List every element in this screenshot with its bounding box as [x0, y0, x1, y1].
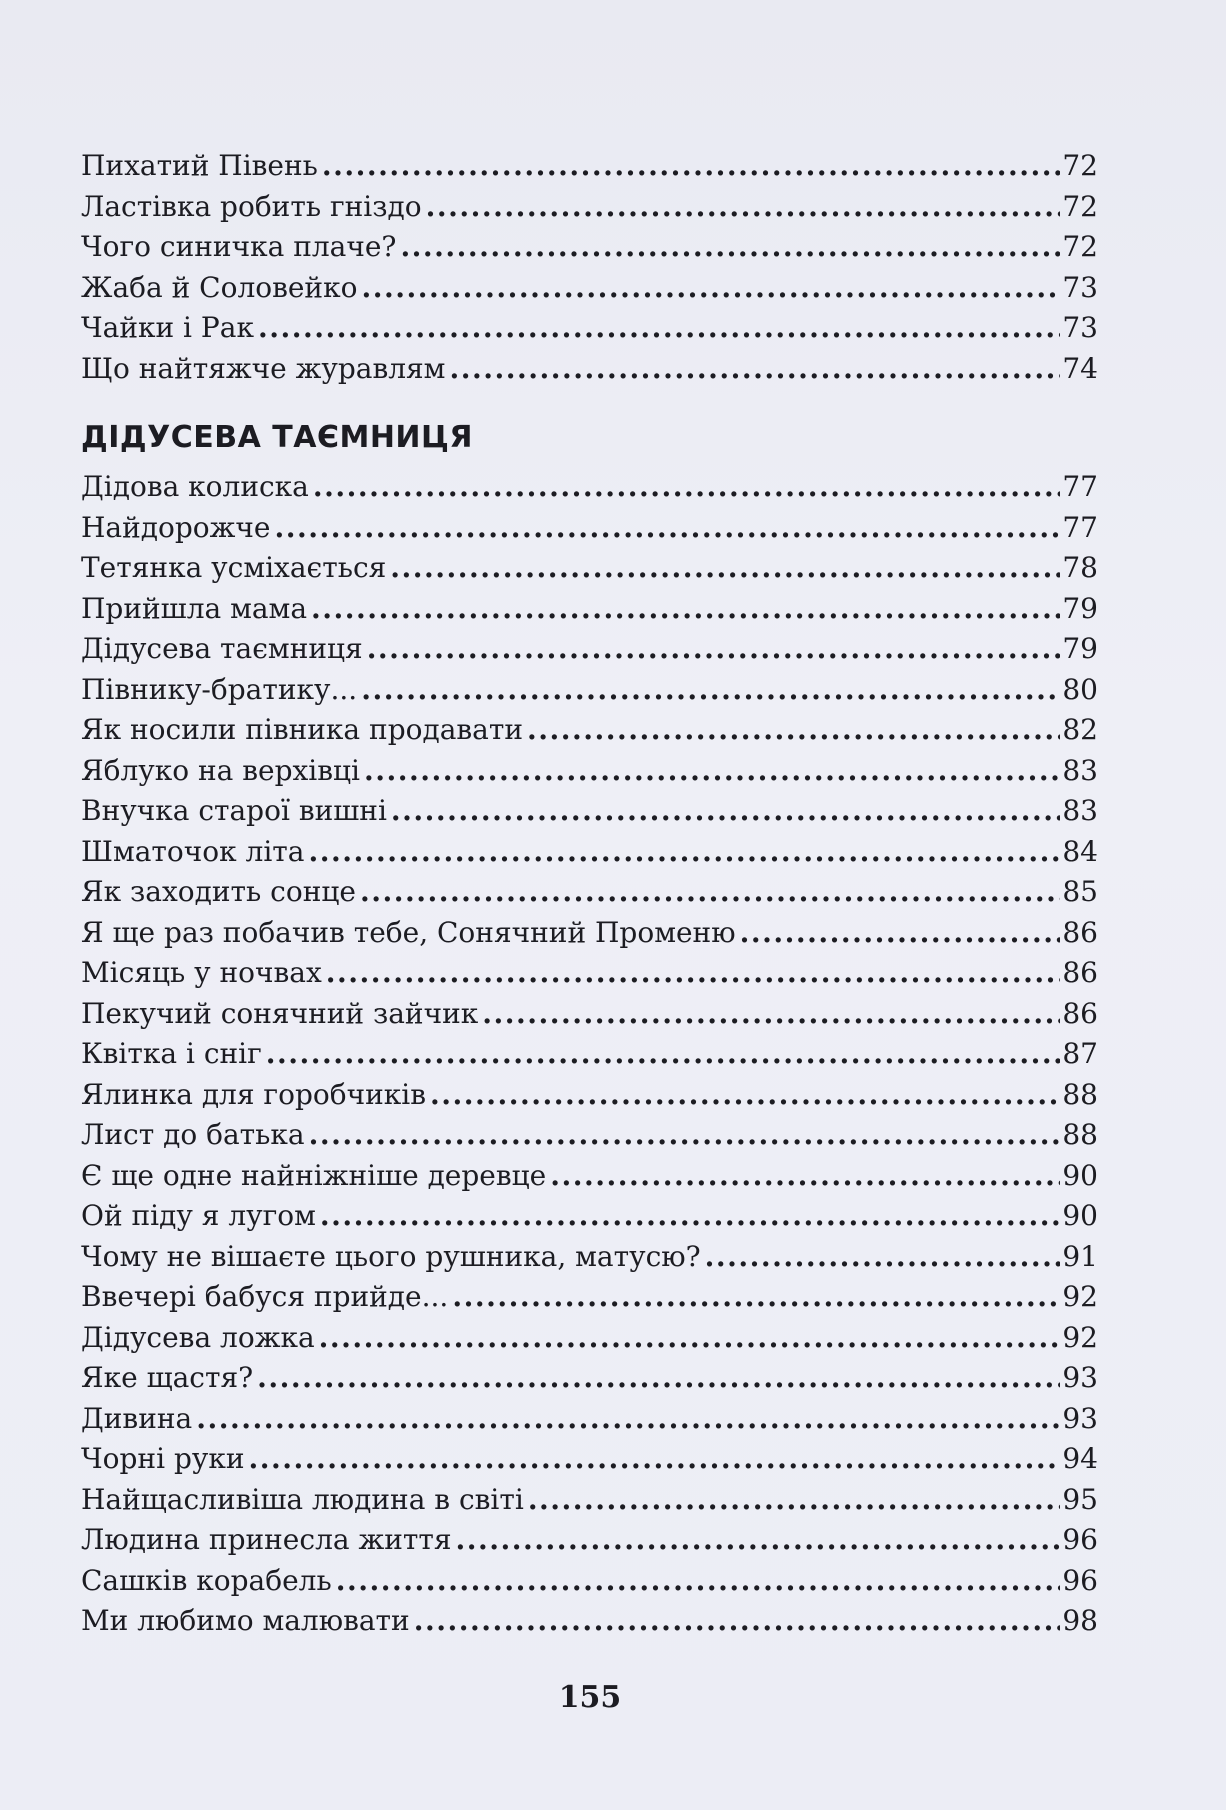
toc-entry-title: Півнику-братику... — [81, 672, 358, 706]
toc-entry-page: 88 — [1062, 1077, 1098, 1111]
toc-entry — [81, 349, 1098, 390]
toc-entry-title: Шматочок літа — [81, 834, 305, 868]
toc-entry — [81, 1399, 1098, 1440]
toc-entry-title: Чорні руки — [81, 1442, 245, 1475]
dot-leader — [527, 710, 1060, 751]
toc-entry — [81, 1601, 1098, 1642]
toc-entry-page: 86 — [1062, 915, 1098, 949]
toc-entry — [81, 1520, 1098, 1561]
toc-entry-title: Дідусева ложка — [81, 1320, 315, 1354]
toc-entry-title: Лист до батька — [81, 1118, 305, 1151]
dot-leader — [361, 670, 1060, 711]
toc-entry-title: Яке щастя? — [81, 1361, 254, 1394]
toc-entry-title: Дивина — [81, 1401, 193, 1435]
toc-entry-title: Місяць у ночвах — [81, 956, 322, 989]
dot-leader — [482, 994, 1060, 1035]
toc-entry-title: Пихатий Півень — [81, 149, 318, 182]
dot-leader — [367, 629, 1061, 670]
toc-entry-page: 86 — [1062, 996, 1098, 1030]
toc-entry-page: 82 — [1062, 713, 1098, 746]
toc-entry — [81, 308, 1098, 349]
toc-entry-page: 86 — [1062, 956, 1098, 989]
toc-entry-page: 85 — [1062, 875, 1098, 908]
dot-leader — [320, 1196, 1060, 1237]
toc-entry-page: 78 — [1062, 551, 1098, 584]
dot-leader — [528, 1480, 1061, 1521]
toc-entry — [81, 1439, 1098, 1480]
toc-entry — [81, 913, 1098, 954]
toc-entry — [81, 146, 1098, 187]
dot-leader — [430, 1075, 1060, 1116]
toc-entry — [81, 1561, 1098, 1602]
toc-entry-page: 92 — [1062, 1320, 1098, 1354]
toc-entry-title: Що найтяжче журавлям — [81, 351, 446, 385]
toc-entry — [81, 268, 1098, 309]
toc-entry-title: Яблуко на верхівці — [81, 753, 360, 787]
dot-leader — [414, 1601, 1061, 1642]
toc-entry-page: 83 — [1062, 753, 1098, 787]
toc-entry — [81, 1034, 1098, 1075]
toc-entry-title: Жаба й Соловейко — [81, 270, 358, 304]
dot-leader — [311, 589, 1060, 630]
toc-entry-page: 95 — [1062, 1482, 1098, 1516]
toc-entry — [81, 508, 1098, 549]
toc-entry-page: 93 — [1062, 1361, 1098, 1394]
dot-leader — [326, 953, 1061, 994]
toc-entry-title: Чайки і Рак — [81, 311, 254, 344]
dot-leader — [361, 268, 1060, 309]
toc-entry-page: 77 — [1062, 470, 1098, 503]
dot-leader — [705, 1237, 1061, 1278]
toc-entry-title: Людина принесла життя — [81, 1523, 452, 1556]
toc-entry-page: 90 — [1062, 1158, 1098, 1192]
toc-entry — [81, 1196, 1098, 1237]
toc-entry-page: 83 — [1062, 794, 1098, 827]
toc-entry — [81, 1075, 1098, 1116]
dot-leader — [308, 832, 1060, 873]
dot-leader — [456, 1520, 1061, 1561]
toc-entry-title: Пекучий сонячний зайчик — [81, 996, 479, 1030]
toc-entry-title: Прийшла мама — [81, 591, 308, 625]
toc-entry-page: 74 — [1062, 351, 1098, 385]
dot-leader — [257, 1358, 1060, 1399]
toc-entry-page: 73 — [1062, 270, 1098, 304]
toc-entry — [81, 589, 1098, 630]
toc-entry — [81, 1237, 1098, 1278]
dot-leader — [319, 1318, 1061, 1359]
toc-entry-page: 91 — [1062, 1239, 1098, 1273]
toc-entry-title: Ластівка робить гніздо — [81, 189, 422, 223]
table-of-contents — [81, 146, 1098, 1642]
toc-entry-title: Найдорожче — [81, 510, 271, 544]
dot-leader — [275, 508, 1061, 549]
toc-entry-page: 98 — [1062, 1604, 1098, 1637]
toc-entry — [81, 227, 1098, 268]
toc-entry-page: 96 — [1062, 1563, 1098, 1597]
toc-entry-title: Ввечері бабуся прийде... — [81, 1280, 449, 1313]
toc-entry-title: Внучка старої вишні — [81, 794, 387, 827]
toc-entry — [81, 953, 1098, 994]
toc-entry-page: 93 — [1062, 1401, 1098, 1435]
dot-leader — [249, 1439, 1061, 1480]
dot-leader — [390, 548, 1060, 589]
toc-entry — [81, 1277, 1098, 1318]
toc-entry — [81, 751, 1098, 792]
toc-entry-page: 72 — [1062, 149, 1098, 182]
dot-leader — [452, 1277, 1060, 1318]
section-heading: ДІДУСЕВА ТАЄМНИЦЯ — [81, 420, 473, 455]
toc-entry-title: Як носили півника продавати — [81, 713, 524, 746]
dot-leader — [336, 1561, 1061, 1602]
dot-leader — [258, 308, 1060, 349]
toc-group-1 — [81, 146, 1098, 389]
toc-entry-title: Сашків корабель — [81, 1563, 332, 1597]
toc-entry-page: 88 — [1062, 1118, 1098, 1151]
dot-leader — [740, 913, 1061, 954]
toc-entry-page: 77 — [1062, 510, 1098, 544]
toc-entry-title: Квітка і сніг — [81, 1037, 262, 1070]
toc-entry — [81, 187, 1098, 228]
toc-entry — [81, 467, 1098, 508]
toc-entry-page: 80 — [1062, 672, 1098, 706]
page-number: 155 — [558, 1680, 622, 1715]
toc-entry — [81, 670, 1098, 711]
toc-entry-page: 92 — [1062, 1280, 1098, 1313]
toc-entry-title: Найщасливіша людина в світі — [81, 1482, 524, 1516]
toc-entry-page: 90 — [1062, 1199, 1098, 1232]
toc-entry — [81, 1318, 1098, 1359]
toc-entry — [81, 872, 1098, 913]
toc-entry — [81, 1358, 1098, 1399]
toc-entry-page: 73 — [1062, 311, 1098, 344]
dot-leader — [426, 187, 1061, 228]
toc-entry — [81, 1115, 1098, 1156]
dot-leader — [309, 1115, 1061, 1156]
dot-leader — [550, 1156, 1060, 1197]
toc-entry-page: 79 — [1062, 591, 1098, 625]
toc-entry-page: 72 — [1062, 230, 1098, 263]
toc-entry-title: Як заходить сонце — [81, 875, 356, 908]
dot-leader — [322, 146, 1060, 187]
toc-entry-page: 79 — [1062, 632, 1098, 665]
toc-entry-title: Ми любимо малювати — [81, 1604, 410, 1637]
toc-entry-title: Ой піду я лугом — [81, 1199, 316, 1232]
toc-entry-page: 94 — [1062, 1442, 1098, 1475]
toc-entry-page: 87 — [1062, 1037, 1098, 1070]
toc-group-2 — [81, 467, 1098, 1642]
dot-leader — [196, 1399, 1060, 1440]
dot-leader — [360, 872, 1060, 913]
toc-entry-title: Дідова колиска — [81, 470, 309, 503]
dot-leader — [400, 227, 1060, 268]
toc-entry — [81, 548, 1098, 589]
toc-entry-title: Чому не вішаєте цього рушника, матусю? — [81, 1239, 701, 1273]
toc-entry-page: 72 — [1062, 189, 1098, 223]
toc-entry — [81, 1156, 1098, 1197]
toc-entry-page: 96 — [1062, 1523, 1098, 1556]
dot-leader — [449, 349, 1060, 390]
toc-entry-title: Я ще раз побачив тебе, Сонячний Променю — [81, 915, 736, 949]
toc-entry — [81, 710, 1098, 751]
dot-leader — [313, 467, 1061, 508]
toc-entry-title: Дідусева таємниця — [81, 632, 363, 665]
toc-entry — [81, 832, 1098, 873]
toc-entry-title: Ялинка для горобчиків — [81, 1077, 426, 1111]
dot-leader — [391, 791, 1060, 832]
dot-leader — [266, 1034, 1061, 1075]
toc-entry-title: Чого синичка плаче? — [81, 230, 397, 263]
toc-entry — [81, 994, 1098, 1035]
toc-entry-page: 84 — [1062, 834, 1098, 868]
dot-leader — [364, 751, 1060, 792]
toc-entry-title: Є ще одне найніжніше деревце — [81, 1158, 547, 1192]
toc-entry — [81, 629, 1098, 670]
toc-entry — [81, 1480, 1098, 1521]
toc-entry-title: Тетянка усміхається — [81, 551, 387, 584]
toc-entry — [81, 791, 1098, 832]
